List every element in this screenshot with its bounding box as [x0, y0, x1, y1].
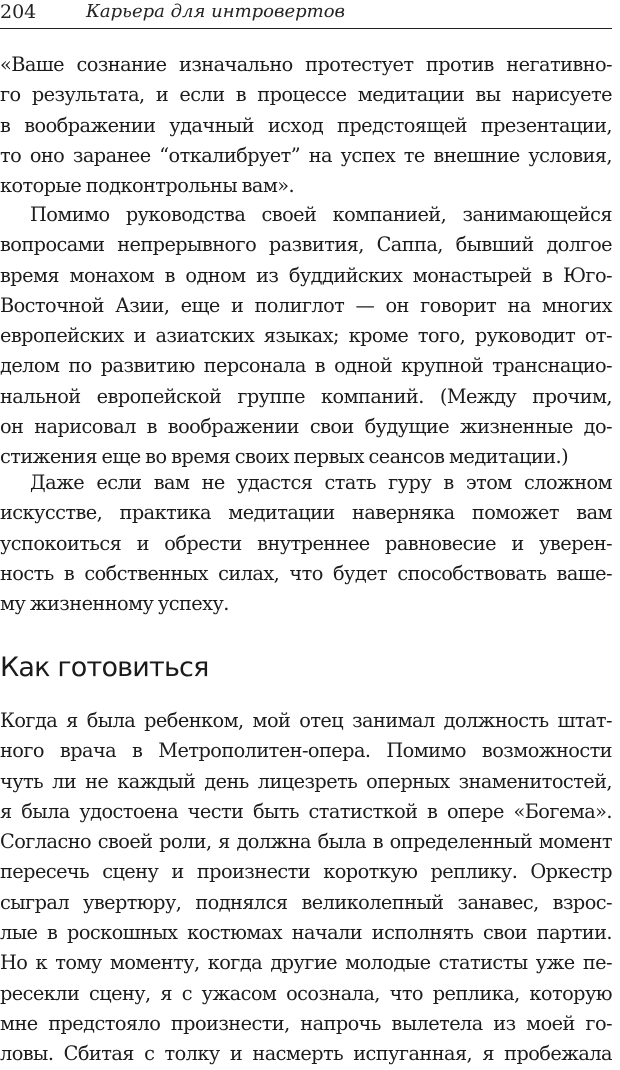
text-line: то оно заранее “откалибрует” на успех те внешние условия, [0, 143, 612, 167]
book-title: Карьера для интровертов [86, 1, 346, 22]
text-line: в воображении удачный исход предстоящей презентации, [0, 113, 612, 137]
text-line: лые в роскошных костюмах начали исполнять свои партии. [0, 921, 612, 945]
text-line: которые подконтрольны вам». [0, 174, 295, 198]
text-line: ность в собственных силах, что будет способствовать ваше- [0, 561, 612, 585]
text-line: Когда я была ребенком, мой отец занимал должность штат- [0, 709, 612, 732]
text-line: время монахом в одном из буддийских монастырей в Юго- [0, 263, 612, 287]
text-line: Согласно своей роли, я должна была в определенный момент [0, 830, 612, 854]
text-line: ресекли сцену, я с ужасом осознала, что реплика, которую [0, 981, 612, 1005]
text-line: пересечь сцену и произнести короткую реплику. Оркестр [0, 860, 612, 884]
text-line: стижения еще во время своих первых сеансов медитации.) [0, 445, 569, 469]
paragraph-sappa [0, 200, 612, 473]
text-line: он нарисовал в воображении свои будущие жизненные до- [0, 415, 612, 439]
text-line: Восточной Азии, еще и полиглот — он говорит на многих [0, 293, 612, 317]
text-line: делом по развитию персонала в одной крупной транснацио- [0, 354, 612, 378]
paragraph-guru [0, 468, 612, 619]
paragraph-quote [0, 50, 612, 201]
text-line: «Ваше сознание изначально протестует против негативно- [0, 53, 612, 76]
text-line: Помимо руководства своей компанией, занимающейся [30, 203, 612, 226]
text-line: я была удостоена чести быть статисткой в опере «Богема». [0, 799, 612, 823]
text-line: ловы. Сбитая с толку и насмерть испуганная, я пробежала [0, 1042, 612, 1066]
text-line: сыграл увертюру, поднялся великолепный занавес, взрос- [0, 890, 612, 914]
page-number: 204 [0, 1, 37, 23]
text-line: вопросами непрерывного развития, Саппа, бывший долгое [0, 233, 612, 257]
running-header [0, 0, 612, 29]
text-line: ного врача в Метрополитен-опера. Помимо возможности [0, 739, 612, 763]
text-line: мне предстояло произнести, напрочь вылетела из моей го- [0, 1011, 612, 1035]
paragraph-opera [0, 706, 612, 1070]
text-line: нальной европейской группе компаний. (Между прочим, [0, 384, 612, 408]
text-line: Но к тому моменту, когда другие молодые статисты уже пе- [0, 951, 612, 975]
text-line: Даже если вам не удастся стать гуру в этом сложном [30, 471, 612, 494]
text-line: искусстве, практика медитации наверняка поможет вам [0, 501, 612, 525]
text-line: го результата, и если в процессе медитации вы нарисуете [0, 83, 612, 107]
section-heading: Как готовиться [0, 652, 209, 683]
text-line: му жизненному успеху. [0, 592, 229, 616]
text-line: успокоиться и обрести внутреннее равновесие и уверен- [0, 531, 612, 555]
text-line: чуть ли не каждый день лицезреть оперных знаменитостей, [0, 769, 612, 793]
text-line: европейских и азиатских языках; кроме того, руководит от- [0, 324, 612, 348]
